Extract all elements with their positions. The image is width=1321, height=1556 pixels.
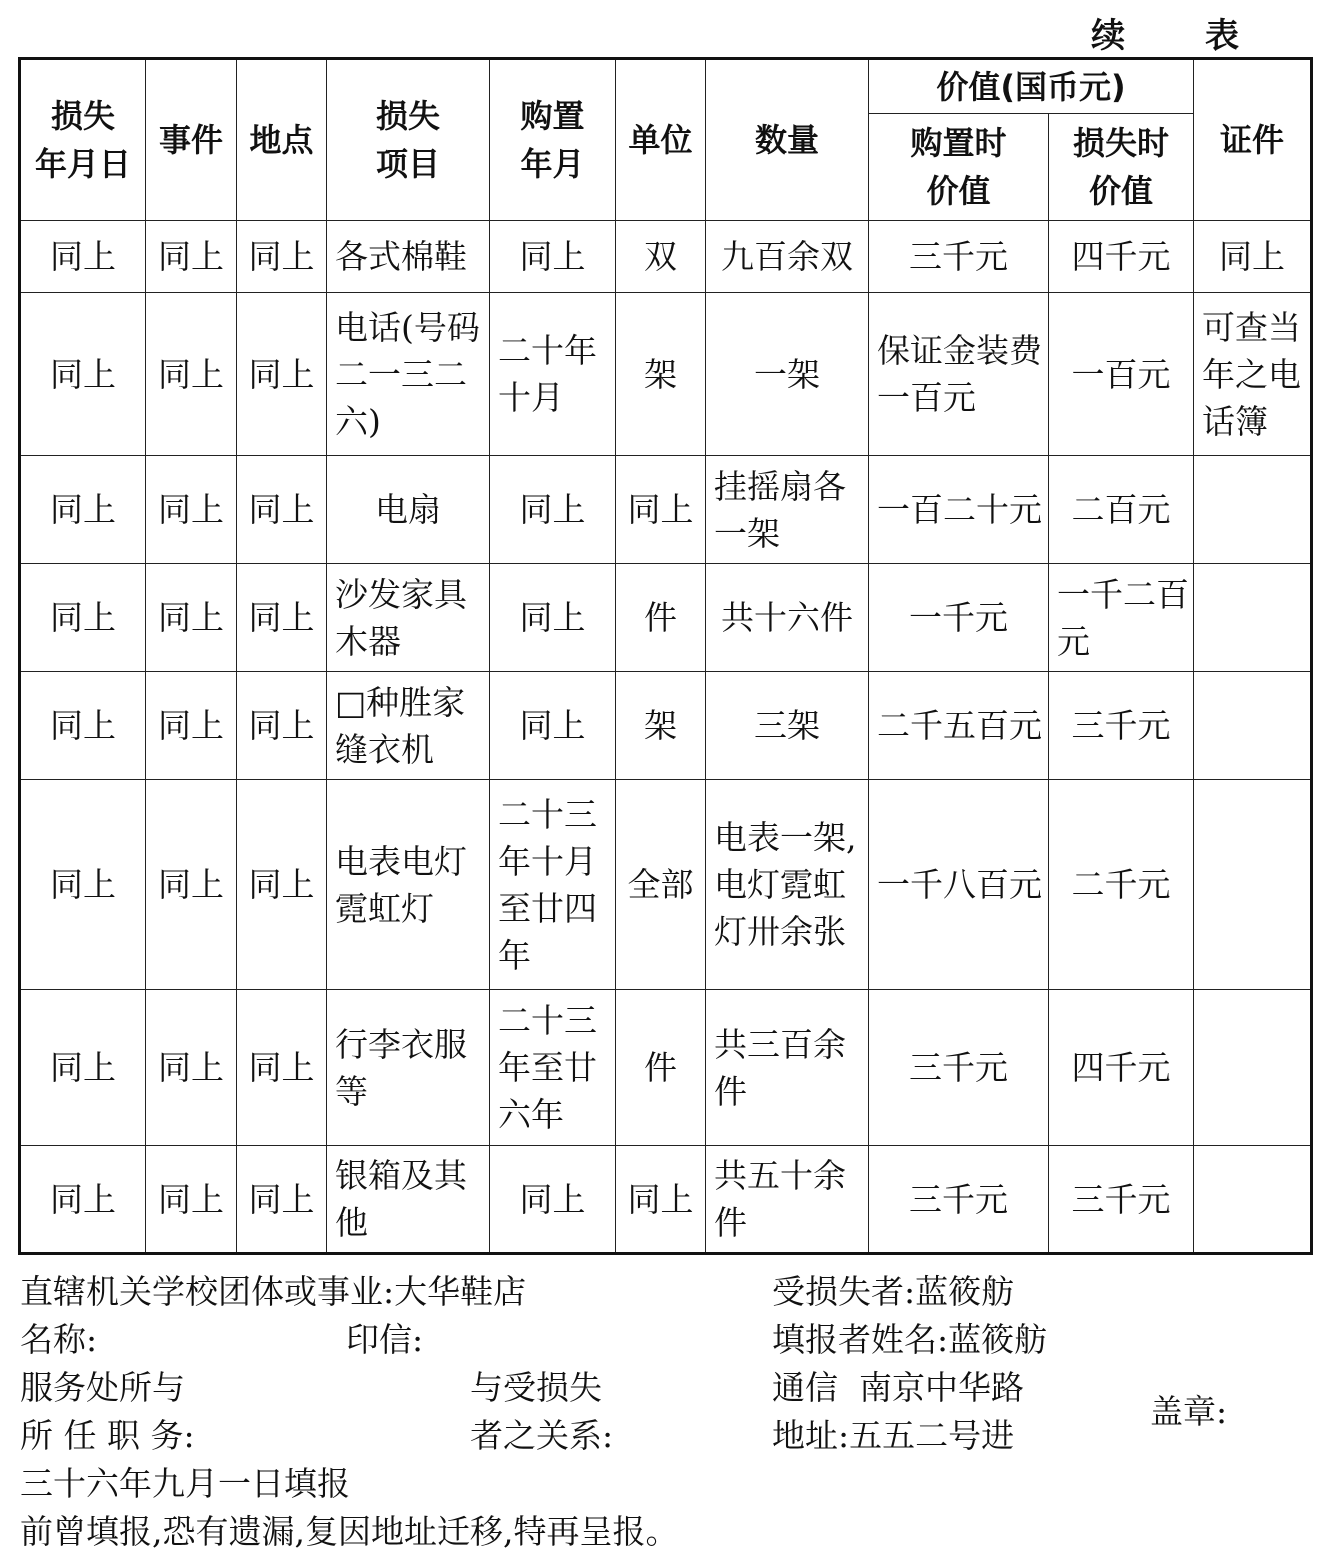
cell-item: 电扇	[327, 456, 490, 564]
header-evidence: 证件	[1194, 59, 1312, 221]
org-name-label: 名称:	[20, 1320, 98, 1359]
header-value-at-loss: 损失时 价值	[1049, 114, 1194, 221]
cell-event: 同上	[146, 221, 237, 293]
cell-evidence	[1194, 990, 1312, 1146]
cell-value-loss: 二百元	[1049, 456, 1194, 564]
cell-event: 同上	[146, 990, 237, 1146]
cell-evidence	[1194, 672, 1312, 780]
cell-value-loss: 四千元	[1049, 221, 1194, 293]
cell-purchase: 二十三年十月至廿四年	[490, 780, 616, 990]
org-label-line1	[20, 1268, 526, 1316]
cell-unit: 同上	[616, 456, 706, 564]
cell-event: 同上	[146, 780, 237, 990]
victim-value: 蓝筱舫	[915, 1272, 1015, 1311]
header-event: 事件	[146, 59, 237, 221]
table-row	[20, 780, 1312, 990]
cell-value-loss: 一百元	[1049, 293, 1194, 456]
cell-value-loss: 三千元	[1049, 672, 1194, 780]
cell-value-purchase: 三千元	[869, 1146, 1049, 1254]
cell-quantity: 电表一架,电灯霓虹灯卅余张	[706, 780, 869, 990]
header-loss-date: 损失 年月日	[20, 59, 146, 221]
table-row	[20, 293, 1312, 456]
header-value-at-purchase: 购置时 价值	[869, 114, 1049, 221]
cell-evidence: 同上	[1194, 221, 1312, 293]
cell-date: 同上	[20, 780, 146, 990]
cell-value-loss: 四千元	[1049, 990, 1194, 1146]
cell-purchase: 同上	[490, 456, 616, 564]
cell-quantity: 三架	[706, 672, 869, 780]
relation-label-line2: 者之关系:	[470, 1416, 614, 1455]
service-label-line2: 所 任 职 务:	[20, 1416, 195, 1455]
header-quantity: 数量	[706, 59, 869, 221]
cell-purchase: 二十三年至廿六年	[490, 990, 616, 1146]
cell-place: 同上	[237, 293, 327, 456]
header-unit: 单位	[616, 59, 706, 221]
cell-event: 同上	[146, 1146, 237, 1254]
relation-label-line1: 与受损失	[470, 1368, 602, 1407]
cell-unit: 双	[616, 221, 706, 293]
cell-evidence	[1194, 564, 1312, 672]
cell-value-purchase: 一百二十元	[869, 456, 1049, 564]
cell-event: 同上	[146, 456, 237, 564]
cell-evidence	[1194, 456, 1312, 564]
cell-unit: 件	[616, 564, 706, 672]
cell-date: 同上	[20, 990, 146, 1146]
cell-quantity: 共三百余件	[706, 990, 869, 1146]
cell-value-purchase: 二千五百元	[869, 672, 1049, 780]
table-row	[20, 990, 1312, 1146]
cell-place: 同上	[237, 780, 327, 990]
cell-place: 同上	[237, 564, 327, 672]
address-value-2: 五五二号进	[849, 1416, 1015, 1455]
cell-date: 同上	[20, 293, 146, 456]
cell-place: 同上	[237, 672, 327, 780]
continued-table-title: 续 表	[1091, 16, 1273, 56]
address-line1	[772, 1364, 1024, 1412]
service-label-line1: 服务处所与	[20, 1368, 185, 1407]
cell-event: 同上	[146, 564, 237, 672]
reporter-value: 蓝筱舫	[948, 1320, 1048, 1359]
victim-label: 受损失者:	[772, 1272, 916, 1311]
cell-value-purchase: 一千八百元	[869, 780, 1049, 990]
header-loss-item: 损失 项目	[327, 59, 490, 221]
report-date: 三十六年九月一日填报	[20, 1464, 350, 1503]
cell-item: □种胜家缝衣机	[327, 672, 490, 780]
cell-item: 银箱及其他	[327, 1146, 490, 1254]
cell-evidence	[1194, 1146, 1312, 1254]
cell-unit: 同上	[616, 1146, 706, 1254]
cell-evidence	[1194, 780, 1312, 990]
reporter-line	[772, 1316, 1047, 1364]
reporter-label: 填报者姓名:	[772, 1320, 949, 1359]
cell-purchase: 同上	[490, 564, 616, 672]
cell-purchase: 二十年十月	[490, 293, 616, 456]
stamp-label: 盖章:	[1150, 1392, 1228, 1431]
cell-quantity: 共十六件	[706, 564, 869, 672]
cell-quantity: 共五十余件	[706, 1146, 869, 1254]
table-row	[20, 221, 1312, 293]
seal-label: 印信:	[346, 1320, 424, 1359]
cell-purchase: 同上	[490, 1146, 616, 1254]
form-footer	[20, 1268, 1310, 1552]
cell-unit: 架	[616, 293, 706, 456]
cell-value-purchase: 保证金装费一百元	[869, 293, 1049, 456]
loss-table	[18, 57, 1313, 1255]
cell-value-loss: 一千二百元	[1049, 564, 1194, 672]
cell-date: 同上	[20, 456, 146, 564]
cell-value-loss: 三千元	[1049, 1146, 1194, 1254]
cell-date: 同上	[20, 221, 146, 293]
cell-place: 同上	[237, 456, 327, 564]
cell-place: 同上	[237, 1146, 327, 1254]
cell-value-loss: 二千元	[1049, 780, 1194, 990]
address-line2	[772, 1412, 1014, 1460]
cell-event: 同上	[146, 293, 237, 456]
table-row	[20, 564, 1312, 672]
cell-value-purchase: 三千元	[869, 990, 1049, 1146]
cell-value-purchase: 一千元	[869, 564, 1049, 672]
cell-event: 同上	[146, 672, 237, 780]
cell-unit: 架	[616, 672, 706, 780]
victim-line	[772, 1268, 1014, 1316]
cell-evidence: 可查当年之电话簿	[1194, 293, 1312, 456]
cell-quantity: 挂摇扇各一架	[706, 456, 869, 564]
org-label: 直辖机关学校团体或事业:	[20, 1272, 395, 1311]
cell-item: 各式棉鞋	[327, 221, 490, 293]
address-label-1: 通信	[772, 1368, 838, 1407]
cell-purchase: 同上	[490, 221, 616, 293]
cell-quantity: 一架	[706, 293, 869, 456]
header-place: 地点	[237, 59, 327, 221]
cell-unit: 全部	[616, 780, 706, 990]
cell-place: 同上	[237, 990, 327, 1146]
cell-item: 电表电灯霓虹灯	[327, 780, 490, 990]
header-value-group: 价值(国币元)	[869, 59, 1194, 114]
address-label-2: 地址:	[772, 1416, 850, 1455]
table-row	[20, 456, 1312, 564]
cell-purchase: 同上	[490, 672, 616, 780]
cell-date: 同上	[20, 672, 146, 780]
table-row	[20, 1146, 1312, 1254]
cell-quantity: 九百余双	[706, 221, 869, 293]
cell-unit: 件	[616, 990, 706, 1146]
header-purchase-date: 购置 年月	[490, 59, 616, 221]
table-row	[20, 672, 1312, 780]
cell-item: 电话(号码二一三二六)	[327, 293, 490, 456]
address-value-1: 南京中华路	[858, 1368, 1024, 1407]
cell-date: 同上	[20, 564, 146, 672]
cell-item: 沙发家具木器	[327, 564, 490, 672]
cell-date: 同上	[20, 1146, 146, 1254]
org-value: 大华鞋店	[394, 1272, 527, 1311]
cell-item: 行李衣服等	[327, 990, 490, 1146]
cell-place: 同上	[237, 221, 327, 293]
report-note: 前曾填报,恐有遗漏,复因地址迁移,特再呈报。	[20, 1512, 679, 1551]
cell-value-purchase: 三千元	[869, 221, 1049, 293]
